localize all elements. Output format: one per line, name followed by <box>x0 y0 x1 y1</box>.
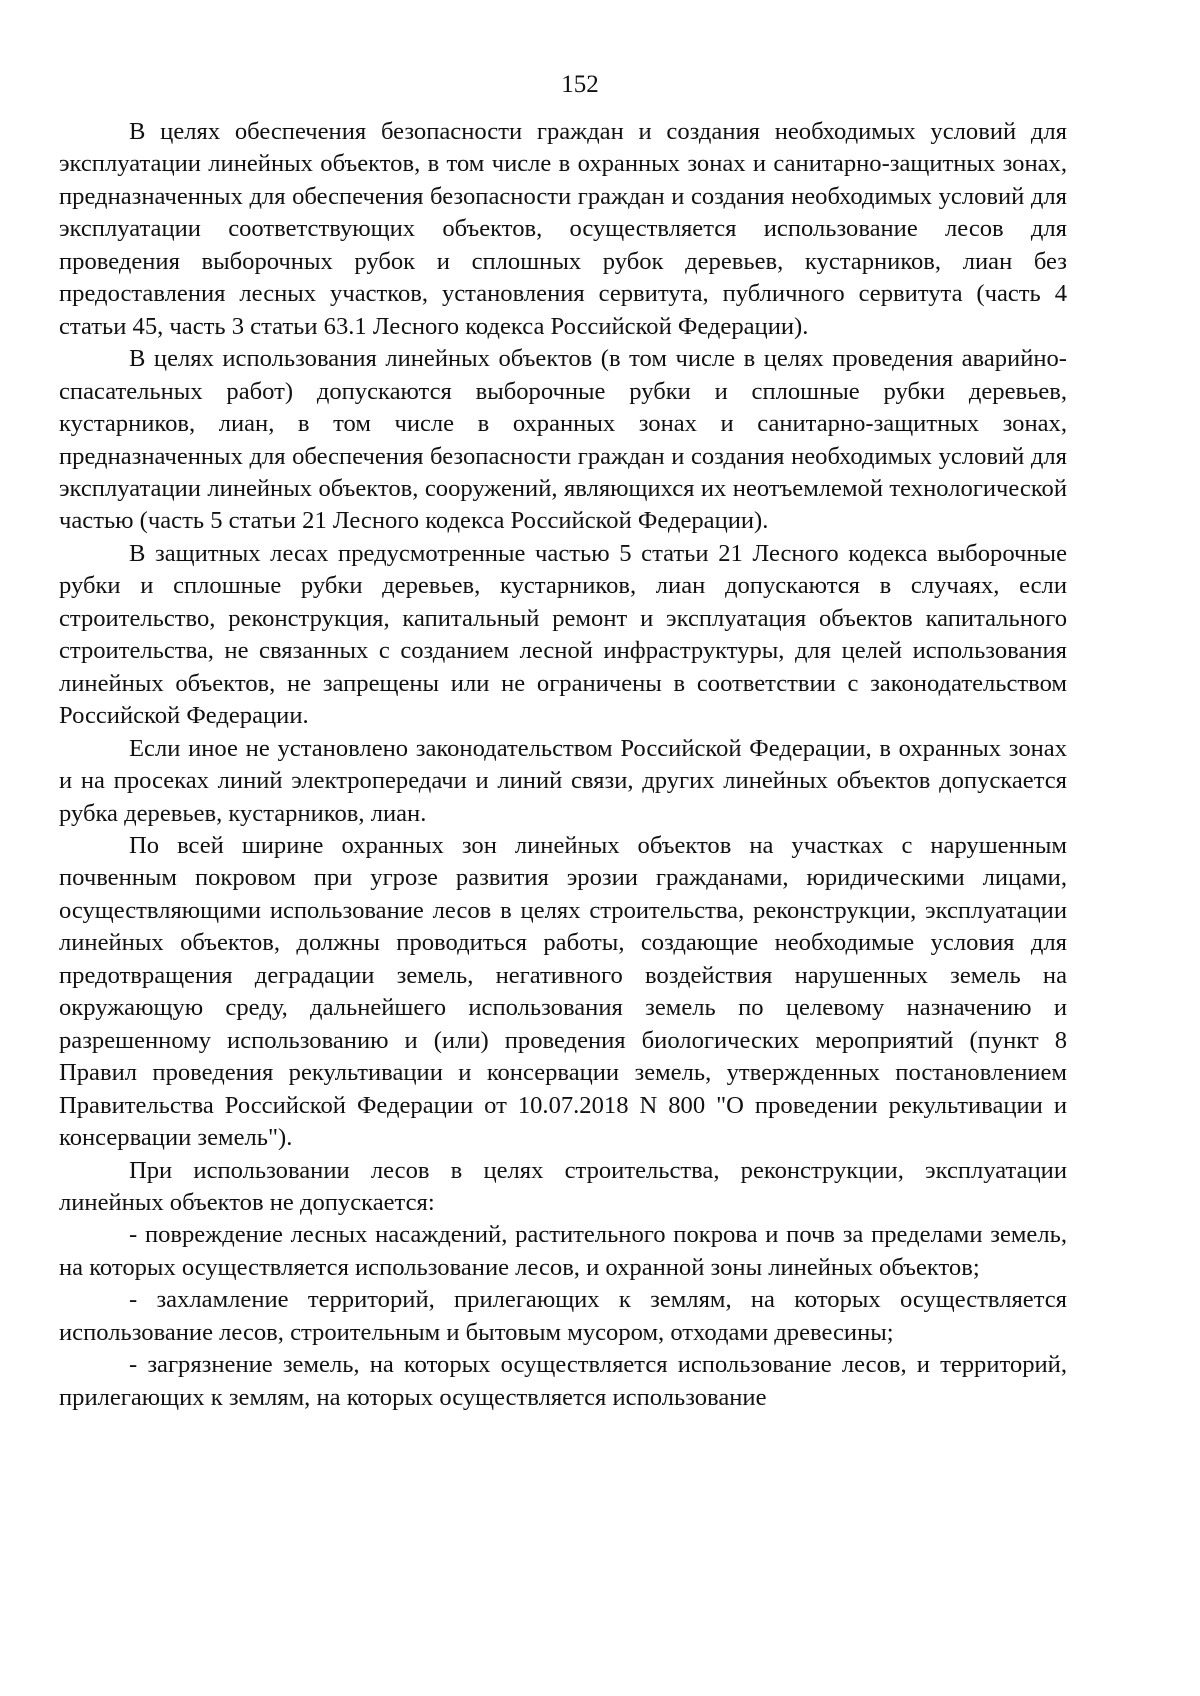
page-number: 152 <box>561 71 599 98</box>
paragraph: По всей ширине охранных зон линейных объектов на участках с нарушенным почвенным покровом при угрозе развития эрозии гражданами, юридическими лицами, осуществляющими использование лесов в целях строительства, реконструкции, эксплуатации линейных объектов, должны проводиться работы, создающие необходимые условия для предотвращения деградации земель, негативного воздействия нарушенных земель на окружающую среду, дальнейшего использования земель по целевому назначению и разрешенному использованию и (или) проведения биологических мероприятий (пункт 8 Правил проведения рекультивации и консервации земель, утвержденных постановлением Правительства Российской Федерации от 10.07.2018 N 800 "О проведении рекультивации и консервации земель"). <box>59 831 1067 1152</box>
list-item: - захламление территорий, прилегающих к землям, на которых осуществляется использование лесов, строительным и бытовым мусором, отходами древесины; <box>59 1286 1067 1346</box>
paragraph: В целях использования линейных объектов (в том числе в целях проведения аварийно-спасательных работ) допускаются выборочные рубки и сплошные рубки деревьев, кустарников, лиан, в том числе в охранных зонах и санитарно-защитных зонах, предназначенных для обеспечения безопасности граждан и создания необходимых условий для эксплуатации линейных объектов, сооружений, являющихся их неотъемлемой технологической частью (часть 5 статьи 21 Лесного кодекса Российской Федерации). <box>59 345 1067 535</box>
paragraph: Если иное не установлено законодательством Российской Федерации, в охранных зонах и на просеках линий электропередачи и линий связи, других линейных объектов допускается рубка деревьев, кустарников, лиан. <box>59 734 1067 827</box>
list-item: - загрязнение земель, на которых осуществляется использование лесов, и территорий, прилегающих к землям, на которых осуществляется использование <box>59 1351 1067 1411</box>
list-item: - повреждение лесных насаждений, растительного покрова и почв за пределами земель, на которых осуществляется использование лесов, и охранной зоны линейных объектов; <box>59 1221 1067 1281</box>
document-body <box>59 116 1067 1414</box>
paragraph: При использовании лесов в целях строительства, реконструкции, эксплуатации линейных объектов не допускается: <box>59 1156 1067 1216</box>
paragraph: В защитных лесах предусмотренные частью 5 статьи 21 Лесного кодекса выборочные рубки и сплошные рубки деревьев, кустарников, лиан допускаются в случаях, если строительство, реконструкция, капитальный ремонт и эксплуатация объектов капитального строительства, не связанных с созданием лесной инфраструктуры, для целей использования линейных объектов, не запрещены или не ограничены в соответствии с законодательством Российской Федерации. <box>59 539 1067 730</box>
paragraph: В целях обеспечения безопасности граждан и создания необходимых условий для эксплуатации линейных объектов, в том числе в охранных зонах и санитарно-защитных зонах, предназначенных для обеспечения безопасности граждан и создания необходимых условий для эксплуатации соответствующих объектов, осуществляется использование лесов для проведения выборочных рубок и сплошных рубок деревьев, кустарников, лиан без предоставления лесных участков, установления сервитута, публичного сервитута (часть 4 статьи 45, часть 3 статьи 63.1 Лесного кодекса Российской Федерации). <box>59 118 1067 340</box>
